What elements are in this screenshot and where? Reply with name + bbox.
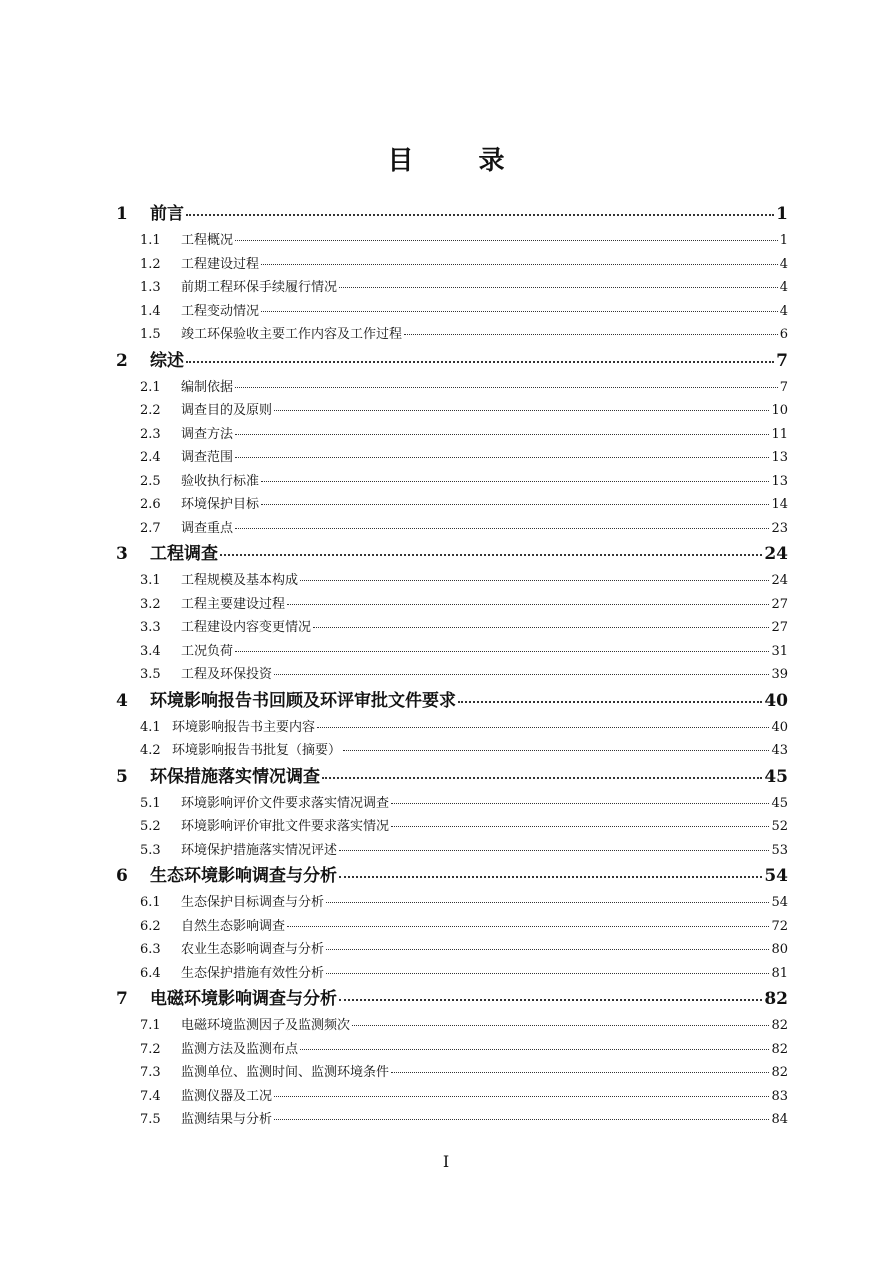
toc-entry-number: 6.4: [140, 965, 161, 981]
toc-entry-page: 1: [776, 204, 788, 224]
toc-entry-number: 4.2: [140, 743, 161, 758]
toc-entry-label: 工程变动情况: [181, 303, 260, 319]
toc-entry-label: 编制依据: [181, 379, 234, 395]
toc-entry-page: 7: [779, 379, 788, 395]
toc-entry-label: 验收执行标准: [181, 473, 260, 489]
toc-entry-page: 24: [764, 544, 788, 564]
toc-entry-number: 2.1: [140, 379, 161, 395]
toc-entry-page: 11: [771, 426, 788, 442]
toc-entry-number: 3: [116, 544, 128, 564]
dot-leader: [274, 409, 769, 411]
dot-leader: [352, 1024, 769, 1026]
toc-entry-number: 7.1: [140, 1018, 161, 1033]
toc-section-entry[interactable]: [116, 493, 788, 517]
dot-leader: [300, 579, 769, 581]
dot-leader: [274, 673, 769, 675]
toc-entry-page: 40: [771, 719, 788, 735]
toc-entry-label: 电磁环境监测因子及监测频次: [181, 1018, 351, 1033]
toc-chapter-entry[interactable]: [116, 347, 788, 376]
toc-entry-page: 52: [771, 819, 788, 834]
toc-entry-number: 1.3: [140, 280, 161, 295]
toc-entry-page: 7: [776, 350, 788, 371]
toc-entry-page: 4: [779, 256, 788, 272]
toc-entry-page: 54: [771, 895, 788, 910]
toc-section-entry[interactable]: [116, 276, 788, 300]
toc-section-entry[interactable]: [116, 423, 788, 447]
toc-entry-number: 5.2: [140, 819, 161, 834]
toc-entry-page: 45: [771, 795, 788, 811]
toc-entry-number: 4: [116, 690, 128, 711]
toc-entry-number: 6.2: [140, 918, 161, 934]
toc-entry-label: 自然生态影响调查: [181, 918, 286, 934]
toc-section-entry[interactable]: [116, 569, 788, 593]
toc-section-entry[interactable]: [116, 229, 788, 253]
toc-section-entry[interactable]: [116, 663, 788, 687]
toc-entry-page: 1: [779, 233, 788, 248]
toc-entry-number: 5.1: [140, 795, 161, 811]
toc-entry-label: 监测方法及监测布点: [181, 1041, 299, 1057]
toc-entry-label: 监测仪器及工况: [181, 1088, 273, 1104]
toc-entry-page: 82: [771, 1018, 788, 1033]
toc-entry-label: 环境影响评价文件要求落实情况调查: [181, 795, 390, 811]
dot-leader: [235, 386, 778, 388]
dot-leader: [391, 1071, 769, 1073]
toc-entry-label: 环境保护目标: [181, 497, 260, 512]
toc-entry-number: 3.5: [140, 667, 161, 682]
toc-section-entry[interactable]: [116, 1061, 788, 1085]
toc-entry-label: 前言: [150, 204, 184, 224]
toc-section-entry[interactable]: [116, 323, 788, 347]
toc-entry-page: 83: [771, 1088, 788, 1104]
toc-entry-number: 2: [116, 350, 128, 371]
toc-entry-label: 环境保护措施落实情况评述: [181, 842, 338, 858]
dot-leader: [220, 553, 762, 556]
dot-leader: [391, 802, 769, 804]
toc-entry-label: 工程调查: [150, 544, 218, 564]
toc-entry-label: 调查方法: [181, 426, 234, 442]
dot-leader: [261, 263, 778, 265]
toc-entry-page: 72: [771, 918, 788, 934]
dot-leader: [261, 480, 769, 482]
toc-section-entry[interactable]: [116, 253, 788, 277]
toc-entry-page: 82: [771, 1041, 788, 1057]
toc-entry-page: 43: [771, 743, 788, 758]
toc-entry-number: 4.1: [140, 719, 161, 735]
toc-entry-page: 81: [771, 965, 788, 981]
toc-chapter-entry[interactable]: [116, 763, 788, 792]
toc-entry-label: 环保措施落实情况调查: [150, 766, 320, 787]
toc-entry-number: 6: [116, 866, 128, 886]
toc-entry-number: 3.4: [140, 643, 161, 659]
dot-leader: [287, 603, 769, 605]
toc-chapter-entry[interactable]: [116, 862, 788, 891]
toc-section-entry[interactable]: [116, 815, 788, 839]
toc-entry-number: 7.2: [140, 1041, 161, 1057]
toc-section-entry[interactable]: [116, 1108, 788, 1132]
toc-entry-page: 54: [764, 866, 788, 886]
toc-entry-label: 环境影响报告书主要内容: [172, 719, 316, 735]
toc-section-entry[interactable]: [116, 470, 788, 494]
dot-leader: [300, 1048, 769, 1050]
dot-leader: [339, 998, 762, 1001]
toc-entry-label: 调查目的及原则: [181, 403, 273, 418]
toc-entry-page: 27: [771, 596, 788, 612]
dot-leader: [326, 901, 769, 903]
toc-entry-label: 工程规模及基本构成: [181, 573, 299, 588]
toc-entry-page: 82: [764, 989, 788, 1009]
toc-section-entry[interactable]: [116, 716, 788, 740]
dot-leader: [235, 650, 769, 652]
toc-entry-page: 14: [771, 497, 788, 512]
toc-entry-number: 3.3: [140, 620, 161, 635]
toc-entry-page: 23: [771, 520, 788, 536]
dot-leader: [322, 776, 762, 779]
toc-entry-page: 10: [771, 403, 788, 418]
toc-entry-number: 2.6: [140, 497, 161, 512]
toc-entry-label: 生态保护目标调查与分析: [181, 895, 325, 910]
toc-entry-page: 31: [771, 643, 788, 659]
dot-leader: [287, 925, 769, 927]
toc-entry-label: 监测结果与分析: [181, 1112, 273, 1127]
toc-entry-label: 生态环境影响调查与分析: [150, 866, 337, 886]
toc-entry-number: 7.4: [140, 1088, 161, 1104]
table-of-contents: [116, 200, 788, 1132]
toc-chapter-entry[interactable]: [116, 687, 788, 716]
toc-entry-label: 环境影响评价审批文件要求落实情况: [181, 819, 390, 834]
toc-entry-number: 5.3: [140, 842, 161, 858]
dot-leader: [404, 333, 778, 335]
dot-leader: [326, 972, 769, 974]
toc-section-entry[interactable]: [116, 739, 788, 763]
toc-section-entry[interactable]: [116, 1038, 788, 1062]
dot-leader: [339, 875, 762, 878]
toc-entry-label: 前期工程环保手续履行情况: [181, 280, 338, 295]
toc-entry-label: 工程主要建设过程: [181, 596, 286, 612]
dot-leader: [274, 1118, 769, 1120]
toc-entry-number: 2.7: [140, 520, 161, 536]
toc-entry-number: 1.1: [140, 233, 161, 248]
toc-entry-page: 13: [771, 473, 788, 489]
toc-entry-number: 2.3: [140, 426, 161, 442]
toc-section-entry[interactable]: [116, 616, 788, 640]
dot-leader: [235, 239, 778, 241]
toc-entry-number: 6.1: [140, 895, 161, 910]
toc-entry-label: 工程及环保投资: [181, 667, 273, 682]
dot-leader: [186, 360, 774, 363]
toc-entry-page: 4: [779, 303, 788, 319]
toc-entry-label: 工况负荷: [181, 643, 234, 659]
dot-leader: [186, 213, 774, 216]
toc-entry-label: 环境影响报告书回顾及环评审批文件要求: [150, 690, 456, 711]
dot-leader: [235, 433, 769, 435]
dot-leader: [326, 948, 769, 950]
toc-section-entry[interactable]: [116, 891, 788, 915]
dot-leader: [391, 825, 769, 827]
toc-section-entry[interactable]: [116, 399, 788, 423]
toc-entry-page: 13: [771, 450, 788, 465]
toc-section-entry[interactable]: [116, 300, 788, 324]
toc-entry-label: 环境影响报告书批复（摘要）: [172, 743, 342, 758]
toc-chapter-entry[interactable]: [116, 540, 788, 569]
dot-leader: [313, 626, 769, 628]
toc-entry-label: 电磁环境影响调查与分析: [150, 989, 337, 1009]
toc-title: 目 录: [387, 146, 533, 176]
dot-leader: [339, 286, 778, 288]
toc-entry-page: 27: [771, 620, 788, 635]
toc-chapter-entry[interactable]: [116, 200, 788, 229]
toc-entry-label: 工程建设过程: [181, 256, 260, 272]
toc-entry-label: 工程概况: [181, 233, 234, 248]
toc-section-entry[interactable]: [116, 517, 788, 541]
toc-section-entry[interactable]: [116, 839, 788, 863]
toc-section-entry[interactable]: [116, 593, 788, 617]
toc-entry-page: 82: [771, 1065, 788, 1080]
toc-entry-page: 80: [771, 942, 788, 957]
toc-entry-number: 6.3: [140, 942, 161, 957]
toc-entry-number: 1.5: [140, 327, 161, 342]
toc-entry-number: 1: [116, 204, 128, 224]
toc-entry-label: 调查重点: [181, 520, 234, 536]
toc-entry-page: 53: [771, 842, 788, 858]
dot-leader: [235, 456, 769, 458]
page-number-footer: I: [442, 1152, 450, 1171]
toc-entry-label: 工程建设内容变更情况: [181, 620, 312, 635]
toc-entry-number: 3.1: [140, 573, 161, 588]
toc-entry-number: 1.2: [140, 256, 161, 272]
toc-section-entry[interactable]: [116, 640, 788, 664]
toc-section-entry[interactable]: [116, 1014, 788, 1038]
toc-entry-page: 24: [771, 573, 788, 588]
toc-entry-label: 调查范围: [181, 450, 234, 465]
toc-entry-page: 4: [779, 280, 788, 295]
toc-entry-number: 7.3: [140, 1065, 161, 1080]
dot-leader: [339, 849, 769, 851]
toc-entry-label: 农业生态影响调查与分析: [181, 942, 325, 957]
toc-entry-number: 2.2: [140, 403, 161, 418]
toc-entry-label: 生态保护措施有效性分析: [181, 965, 325, 981]
toc-entry-label: 综述: [150, 350, 184, 371]
dot-leader: [274, 1095, 769, 1097]
toc-entry-number: 1.4: [140, 303, 161, 319]
toc-entry-number: 7.5: [140, 1112, 161, 1127]
toc-section-entry[interactable]: [116, 962, 788, 986]
dot-leader: [343, 749, 769, 751]
toc-entry-label: 监测单位、监测时间、监测环境条件: [181, 1065, 390, 1080]
toc-entry-number: 7: [116, 989, 128, 1009]
toc-section-entry[interactable]: [116, 376, 788, 400]
dot-leader: [261, 503, 769, 505]
toc-chapter-entry[interactable]: [116, 985, 788, 1014]
toc-entry-label: 竣工环保验收主要工作内容及工作过程: [181, 327, 403, 342]
toc-section-entry[interactable]: [116, 446, 788, 470]
toc-entry-number: 2.4: [140, 450, 161, 465]
toc-section-entry[interactable]: [116, 792, 788, 816]
toc-entry-number: 3.2: [140, 596, 161, 612]
dot-leader: [235, 527, 769, 529]
toc-entry-number: 5: [116, 766, 128, 787]
toc-section-entry[interactable]: [116, 938, 788, 962]
toc-entry-page: 6: [779, 327, 788, 342]
dot-leader: [261, 310, 778, 312]
toc-entry-page: 84: [771, 1112, 788, 1127]
toc-section-entry[interactable]: [116, 1085, 788, 1109]
toc-entry-page: 39: [771, 667, 788, 682]
toc-entry-page: 40: [764, 690, 788, 711]
toc-section-entry[interactable]: [116, 915, 788, 939]
toc-entry-number: 2.5: [140, 473, 161, 489]
dot-leader: [458, 700, 762, 703]
toc-entry-page: 45: [764, 766, 788, 787]
dot-leader: [317, 726, 769, 728]
